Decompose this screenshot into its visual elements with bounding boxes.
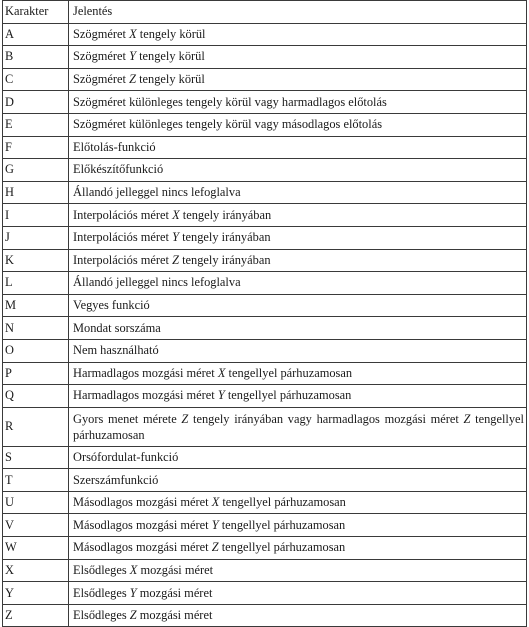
table-row [3,469,527,492]
meaning-text: Szerszámfunkció [73,472,159,487]
meaning-text: Interpolációs méret [73,207,173,222]
meaning-cell [69,604,527,627]
character-cell: S [3,446,69,469]
table-row [3,582,527,605]
meaning-cell [69,514,527,537]
meaning-cell [69,582,527,605]
table-row [3,407,527,446]
meaning-text: Másodlagos mozgási méret [73,495,212,510]
meaning-text: Szögméret [73,26,130,41]
meaning-text: tengely körül [136,26,206,41]
table-row [3,604,527,627]
character-cell: A [3,23,69,46]
character-cell: Q [3,385,69,408]
meaning-text: Nem használható [73,343,159,358]
header-karakter: Karakter [3,1,69,24]
axis-letter: X [211,495,220,510]
meaning-cell [69,317,527,340]
axis-letter: Z [211,540,219,555]
axis-letter: Y [129,49,136,64]
meaning-text: mozgási méret [136,585,213,600]
meaning-cell [69,559,527,582]
meaning-text: Másodlagos mozgási méret [73,517,212,532]
meaning-text: Szögméret [73,72,130,87]
meaning-text: Harmadlagos mozgási méret [73,365,218,380]
meaning-text: tengely körül [136,49,205,64]
character-cell: L [3,272,69,295]
meaning-cell [69,407,527,446]
axis-letter: Z [129,608,137,623]
table-row [3,249,527,272]
meaning-text: tengellyel párhuzamosan [218,540,346,555]
character-cell: O [3,339,69,362]
meaning-cell [69,113,527,136]
character-cell: V [3,514,69,537]
meaning-text: Gyors menet mérete [73,411,182,426]
axis-letter: Y [172,230,179,245]
meaning-cell [69,68,527,91]
meaning-text: Állandó jelleggel nincs lefoglalva [73,185,241,200]
table-row [3,514,527,537]
header-row [3,1,527,24]
meaning-text: Szögméret különleges tengely körül vagy harmadlagos előtolás [73,94,387,109]
table-row [3,181,527,204]
character-cell: Y [3,582,69,605]
table-row [3,294,527,317]
meaning-text: tengely irányában [179,252,271,267]
axis-letter: X [172,207,180,222]
meaning-text: mozgási méret [136,608,213,623]
meaning-cell [69,23,527,46]
meaning-cell [69,249,527,272]
character-cell: J [3,226,69,249]
table-row [3,113,527,136]
meaning-text: Interpolációs méret [73,230,173,245]
character-cell: P [3,362,69,385]
axis-letter: Z [181,411,189,426]
meaning-cell [69,339,527,362]
table-row [3,204,527,227]
meaning-text: tengely körül [136,72,205,87]
meaning-text: tengely irányában [179,230,271,245]
axis-letter: Z [129,72,136,87]
meaning-text: Harmadlagos mozgási méret [73,388,218,403]
character-cell: Z [3,604,69,627]
table-row [3,559,527,582]
meaning-cell [69,136,527,159]
meaning-cell [69,537,527,560]
meaning-cell [69,362,527,385]
table-row [3,317,527,340]
meaning-text: tengely irányában vagy harmadlagos mozgási méret [188,411,464,426]
meaning-text: mozgási méret [137,562,214,577]
meaning-cell [69,204,527,227]
table-row [3,339,527,362]
header-jelentes: Jelentés [69,1,527,24]
character-cell: C [3,68,69,91]
table-header [3,1,527,24]
axis-letter: Y [129,585,137,600]
character-cell: X [3,559,69,582]
character-cell: E [3,113,69,136]
meaning-text: Elsődleges [73,608,130,623]
meaning-text: tengellyel párhuzamosan [224,388,352,403]
meaning-text: Másodlagos mozgási méret [73,540,212,555]
table-row [3,446,527,469]
table-row [3,226,527,249]
table-row [3,68,527,91]
character-cell: G [3,159,69,182]
character-cell: T [3,469,69,492]
meaning-text: Elsődleges [73,585,130,600]
meaning-cell [69,272,527,295]
meaning-text: Előkészítőfunkció [73,162,164,177]
meaning-cell [69,385,527,408]
table-row [3,491,527,514]
table-row [3,91,527,114]
meaning-cell [69,226,527,249]
character-cell: H [3,181,69,204]
meaning-cell [69,91,527,114]
meaning-text: tengellyel párhuzamosan [219,495,346,510]
meaning-text: tengellyel párhuzamosan [218,517,346,532]
character-cell: N [3,317,69,340]
meaning-text: Vegyes funkció [73,298,150,313]
meaning-text: Mondat sorszáma [73,320,161,335]
meaning-cell [69,294,527,317]
axis-letter: X [129,562,138,577]
axis-letter: X [217,365,226,380]
table-row [3,46,527,69]
meaning-text: Szögméret különleges tengely körül vagy másodlagos előtolás [73,117,383,132]
table-row [3,385,527,408]
character-cell: U [3,491,69,514]
meaning-cell [69,159,527,182]
meaning-cell [69,469,527,492]
axis-letter: Z [463,411,471,426]
character-cell: K [3,249,69,272]
meaning-cell [69,181,527,204]
character-cell: R [3,407,69,446]
table-row [3,362,527,385]
table-row [3,272,527,295]
meaning-text: Interpolációs méret [73,252,173,267]
meaning-text: Szögméret [73,49,130,64]
meaning-text: tengellyel párhuzamosan [225,365,353,380]
meaning-cell [69,491,527,514]
character-cell: F [3,136,69,159]
axis-letter: Y [211,517,219,532]
table-row [3,136,527,159]
axis-letter: Z [172,252,179,267]
table-row [3,23,527,46]
character-cell: W [3,537,69,560]
meaning-cell [69,446,527,469]
meaning-text: Előtolás-funkció [73,139,156,154]
axis-letter: X [129,26,137,41]
address-character-table [2,0,527,627]
meaning-text: Állandó jelleggel nincs lefoglalva [73,275,241,290]
meaning-cell [69,46,527,69]
meaning-text: Elsődleges [73,562,130,577]
character-cell: D [3,91,69,114]
table-row [3,537,527,560]
meaning-text: tengellyel párhuzamosan [73,411,524,442]
character-cell: B [3,46,69,69]
axis-letter: Y [217,388,225,403]
character-cell: I [3,204,69,227]
meaning-text: Orsófordulat-funkció [73,449,179,464]
character-cell: M [3,294,69,317]
meaning-text: tengely irányában [179,207,272,222]
table-row [3,159,527,182]
table-body [3,23,527,627]
